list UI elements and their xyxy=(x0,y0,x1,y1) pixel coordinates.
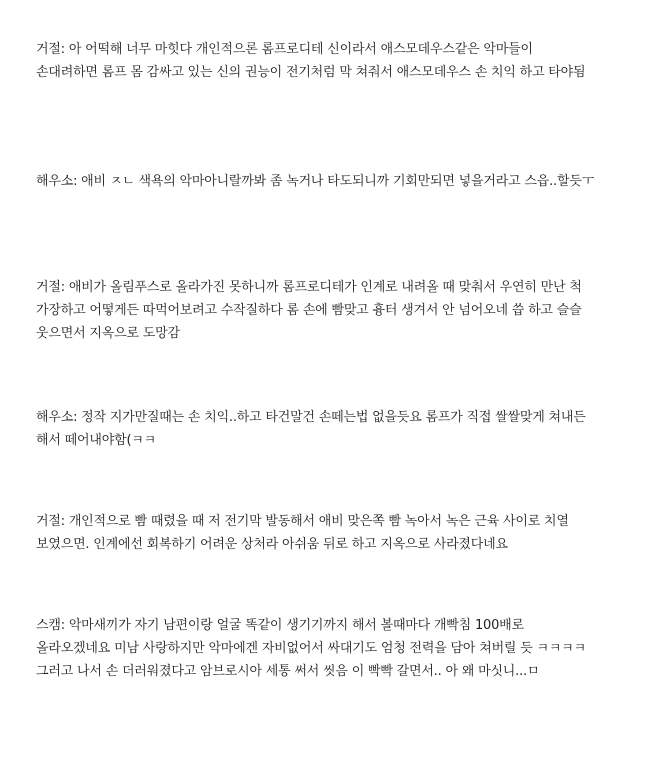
comment-2: 해우소: 애비 ㅈㄴ 색욕의 악마아니랄까봐 좀 녹거나 타도되니까 기회만되면 넣을거라고 스읍..할듯ㅜ xyxy=(36,174,595,189)
comment-5: 거절: 개인적으로 빰 때렸을 때 저 전기막 발동해서 애비 맞은쪽 빰 녹아서 녹은 근육 사이로 치열 보였으면. 인계에선 회복하기 어려운 상처라 아쉬움 뒤로 하고 지옥으로 사라졌다네요 xyxy=(36,514,569,552)
comment-1: 거절: 아 어떡해 너무 마힛다 개인적으론 롬프로디테 신이라서 애스모데우스같은 악마들이 손대려하면 롬프 몸 감싸고 있는 신의 권능이 전기처럼 막 쳐줘서 애스모데우스 손 치익 하고 타야됨 xyxy=(36,42,586,80)
comment-4: 해우소: 정작 지가만질때는 손 치익..하고 타건말건 손떼는법 없을듯요 롬프가 직접 쌀쌀맞게 쳐내든 해서 떼어내야함(ㅋㅋ xyxy=(36,410,586,448)
comment-6: 스캠: 악마새끼가 자기 남편이랑 얼굴 똑같이 생기기까지 해서 볼때마다 개빡침 100배로 올라오겠네요 미남 사랑하지만 악마에겐 자비없어서 싸대기도 엄청 전력을 담아 쳐버릴 듯 ㅋㅋㅋㅋ 그러고 나서 손 더러워졌다고 암브로시아 세통 써서 씻음 이 빡빡 갈면서.. 아 왜 마싯니...ㅁ xyxy=(36,618,586,679)
comment-3: 거절: 애비가 올림푸스로 올라가진 못하니까 롬프로디테가 인계로 내려올 때 맞춰서 우연히 만난 척 가장하고 어떻게든 따먹어보려고 수작질하다 롬 손에 빰맞고 흉터 생겨서 안 넘어오네 씁 하고 슬슬 웃으면서 지옥으로 도망감 xyxy=(36,280,582,341)
